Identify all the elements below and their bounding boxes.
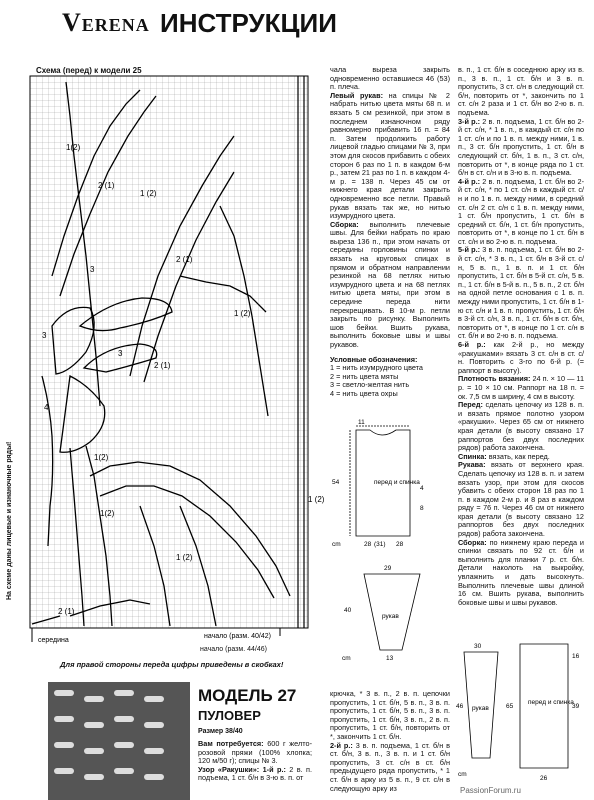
page-title: ИНСТРУКЦИИ xyxy=(160,8,337,38)
chart-vertical-note: На схеме даны лицевые и изнаночные ряды! xyxy=(6,441,13,600)
chart-label: 1 (2) xyxy=(176,553,193,562)
model-title: МОДЕЛЬ 27 xyxy=(198,686,297,705)
svg-text:16: 16 xyxy=(572,653,580,660)
front-back-schematic xyxy=(330,420,452,558)
svg-text:28: 28 xyxy=(396,541,404,548)
chart-label: 2 (1) xyxy=(176,255,193,264)
text-column-2: в. п., 1 ст. б/н в соседнюю арку из в. п., 3 в. п., 1 ст. б/н и 3 в. п. пропустить, 3 ст. с/н в следующий ст. б/н, повторить от *, закончить по 1 ст. с/н 2 раза и 1 ст. б/н во 2-ю в. п. подъема. 3-й р.: 2 в. п. подъема, 1 ст. б/н во 2-й ст. с/н, * 1 в. п., в каждый ст. с/н по 1 ст. с/н и по 1 в. п. между ними, 1 в. п., 3 ст. б/н пропустить, 1 ст. б/н в следующий ст. б/н, 1 в. п., 3 ст. с/н, повторить от *, в конце ряда по 1 ст. б/н в ст. с/н и в 3-ю в. п. подъема. 4-й р.: 2 в. п. подъема, 1 ст. б/н во 2-й ст. с/н, * по 1 ст. с/н в каждый ст. с/н и по 1 в. п. между ними, в средний ст. с/н 2 ст. с/н с 1 в. п. между ними, 1 ст. б/н пропустить, 1 ст. б/н в средний ст. б/н, 1 ст. б/н пропустить, повторить от *, в конце по 1 ст. б/н в ст. с/н и во 2-ю в. п. подъема. 5-й р.: 3 в. п. подъема, 1 ст. б/н во 2-й ст. с/н, * 3 в. п., 1 ст. б/н в 3-й ст. с/н, 5 в. п., 1 в. п. и 1 ст. б/н пропустить, 1 ст. б/н в 5-й ст. с/н, 5 в. п., 1 ст. б/н в 5-й в. п., 5 в. п., 2 ст. б/н на одной петле основания с 1 в. п. между ними пропустить, 1 ст. б/н в 1-ю ст. с/н и 1 в. п. пропустить, 1 ст. б/н в 3-й ст. с/н, 3 в. п., 1 ст. б/н в ст. б/н, повторить от *, в конце по 1 ст. с/н в ст. б/н и во 2-ю в. п. подъема. 6-й р.: как 2-й р., но между «ракушками» вязать 3 ст. с/н в ст. с/н. Повторить с 3-го по 6-й р. (= раппорт в высоту). Плотность вязания: 24 п. × 10 — 11 р. = 10 × 10 см. Раппорт на 18 п. = ок. 7,5 см в ширину, 4 см в высоту. Перед: сделать цепочку из 128 в. п. и вязать прямое полотно узором «ракушки». Через 65 см от нижнего края детали (в высоту связано 17 раппортов без двух последних рядов) работа закончена. Спинка: вязать, как перед. Рукава: вязать от верхнего края. Сделать цепочку из 128 в. п. и затем вязать узор, при этом для скосов убавить с обеих сторон 18 раз по 1 п. в каждом 2-м р. и 8 раз в каждом ряду = 76 п. Через 46 см от нижнего края детали (в высоту связано 12 раппортов без двух последних рядов) работа закончена. Сборка: по нижнему краю переда и спинки связать по 92 ст. б/н и выполнить для планки 7 р. ст. б/н. Детали наколоть на выкройку, увлажнить и дать высохнуть. Выполнить плечевые швы длиной 16 см. Вшить рукава, выполнить боковые швы и швы рукавов. xyxy=(458,65,585,607)
svg-text:40: 40 xyxy=(344,607,352,614)
svg-text:30: 30 xyxy=(474,643,482,650)
svg-text:8: 8 xyxy=(420,505,424,512)
chart-title: Схема (перед) к модели 25 xyxy=(36,66,142,75)
chart-start-a: начало (разм. 40/42) xyxy=(204,633,271,640)
model-materials: Вам потребуется: 600 г желто-розовой пряжи (100% хлопка; 120 м/50 г); спицы № 3. Узор «Ракушки»: 1-й р.: 2 в. п. подъема, 1 ст. б/н в 3-ю в. п. от xyxy=(198,739,313,783)
pullover-sleeve-label: рукав xyxy=(472,705,489,712)
svg-text:26: 26 xyxy=(540,775,548,782)
chart-label: 1(2) xyxy=(100,509,115,518)
svg-text:39: 39 xyxy=(572,703,580,710)
svg-text:cm: cm xyxy=(342,655,351,662)
svg-text:4: 4 xyxy=(420,485,424,492)
chart-label: 3 xyxy=(90,265,95,274)
svg-text:29: 29 xyxy=(384,565,392,572)
chart-label: 1(2) xyxy=(94,453,109,462)
watermark: PassionForum.ru xyxy=(460,786,521,795)
sleeve-schematic xyxy=(340,560,450,664)
front-back-label: перед и спинка xyxy=(374,479,420,486)
text-column-bottom: крючка, * 3 в. п., 2 в. п. цепочки пропустить, 1 ст. б/н, 5 в. п., 3 в. п. пропустить, 1 ст. б/н, 5 в. п., 3 в. п. пропустить, 1 ст. б/н, 3 в. п., 2 в. п. пропустить, 1 ст. б/н, повторить от *, закончить 1 ст. б/н. 2-й р.: 3 в. п. подъема, 1 ст. б/н в ст. б/н, 3 в. п., 3 в. п. и 1 ст. б/н пропустить, 3 ст. с/н в ст. б/н предыдущего ряда пропустить, * 1 ст. б/н в арку из 5 в. п., 9 ст. с/н в следующую арку из xyxy=(330,689,450,793)
svg-text:cm: cm xyxy=(458,771,467,778)
chart-label: 1 (2) xyxy=(234,309,251,318)
svg-text:11: 11 xyxy=(358,419,365,426)
chart-label: 2 (1) xyxy=(98,181,115,190)
model-subtitle: ПУЛОВЕР xyxy=(198,708,261,723)
svg-text:cm: cm xyxy=(332,541,341,548)
brand-logo: VERENA xyxy=(62,8,150,37)
chart-footnote: Для правой стороны переда цифры приведены в скобках! xyxy=(60,660,284,669)
chart-label: 1 (2) xyxy=(140,189,157,198)
knitting-chart xyxy=(30,76,325,644)
svg-text:54: 54 xyxy=(332,479,340,486)
pullover-body-label: перед и спинка xyxy=(528,699,574,706)
svg-text:28: 28 xyxy=(364,541,372,548)
model-size: Размер 38/40 xyxy=(198,728,243,735)
text-column-1: чала выреза закрыть одновременно оставшиеся 46 (53) п. плеча. Левый рукав: на спицы № 2 набрать нитью цвета мяты 68 п. и вязать 5 см резинкой, при этом в последнем изнаночном ряду равномерно прибавить 16 п. = 84 п. Затем продолжить работу лицевой гладью спицами № 3, при этом для скосов прибавить с обеих сторон 6 раз по 1 п. в каждом 6-м р., затем 21 раз по 1 п. в каждом 4-м р. = 138 п. Через 45 см от нижнего края детали закрыть одновременно все петли. Правый рукав вязать так же, но нитью изумрудного цвета. Сборка: выполнить плечевые швы. Для бейки набрать по краю выреза 136 п., при этом начать от середины горловины спинки и вязать на круговых спицах в прямом и обратном направлении резинкой на 68 петлях нитью изумрудного цвета и на 68 петлях нитью цвета мяты, при этом в середине переда нити перекрещивать. В 10-м р. петли закрыть по рисунку. Выполнить шов бейки. Вшить рукава, выполнить боковые швы и швы рукавов. Условные обозначения: 1 = нить изумрудного цвета 2 = нить цвета мяты 3 = светло-желтая нить 4 = нить цвета охры xyxy=(330,65,450,398)
sleeve-label: рукав xyxy=(382,613,399,620)
svg-text:13: 13 xyxy=(386,655,394,662)
chart-middle-label: середина xyxy=(38,637,69,644)
pullover-photo xyxy=(44,676,194,800)
pullover-schematic xyxy=(458,638,590,788)
chart-label: 3 xyxy=(42,331,47,340)
chart-start-b: начало (разм. 44/46) xyxy=(200,646,267,653)
svg-text:65: 65 xyxy=(506,703,514,710)
chart-grid xyxy=(30,76,308,628)
chart-label: 4 xyxy=(44,403,49,412)
chart-label: 2 (1) xyxy=(58,607,75,616)
svg-text:(31): (31) xyxy=(374,541,386,548)
chart-label: 1(2) xyxy=(66,143,81,152)
chart-label: 2 (1) xyxy=(154,361,171,370)
svg-text:46: 46 xyxy=(456,703,464,710)
chart-label: 3 xyxy=(118,349,123,358)
chart-label: 1 (2) xyxy=(308,495,325,504)
